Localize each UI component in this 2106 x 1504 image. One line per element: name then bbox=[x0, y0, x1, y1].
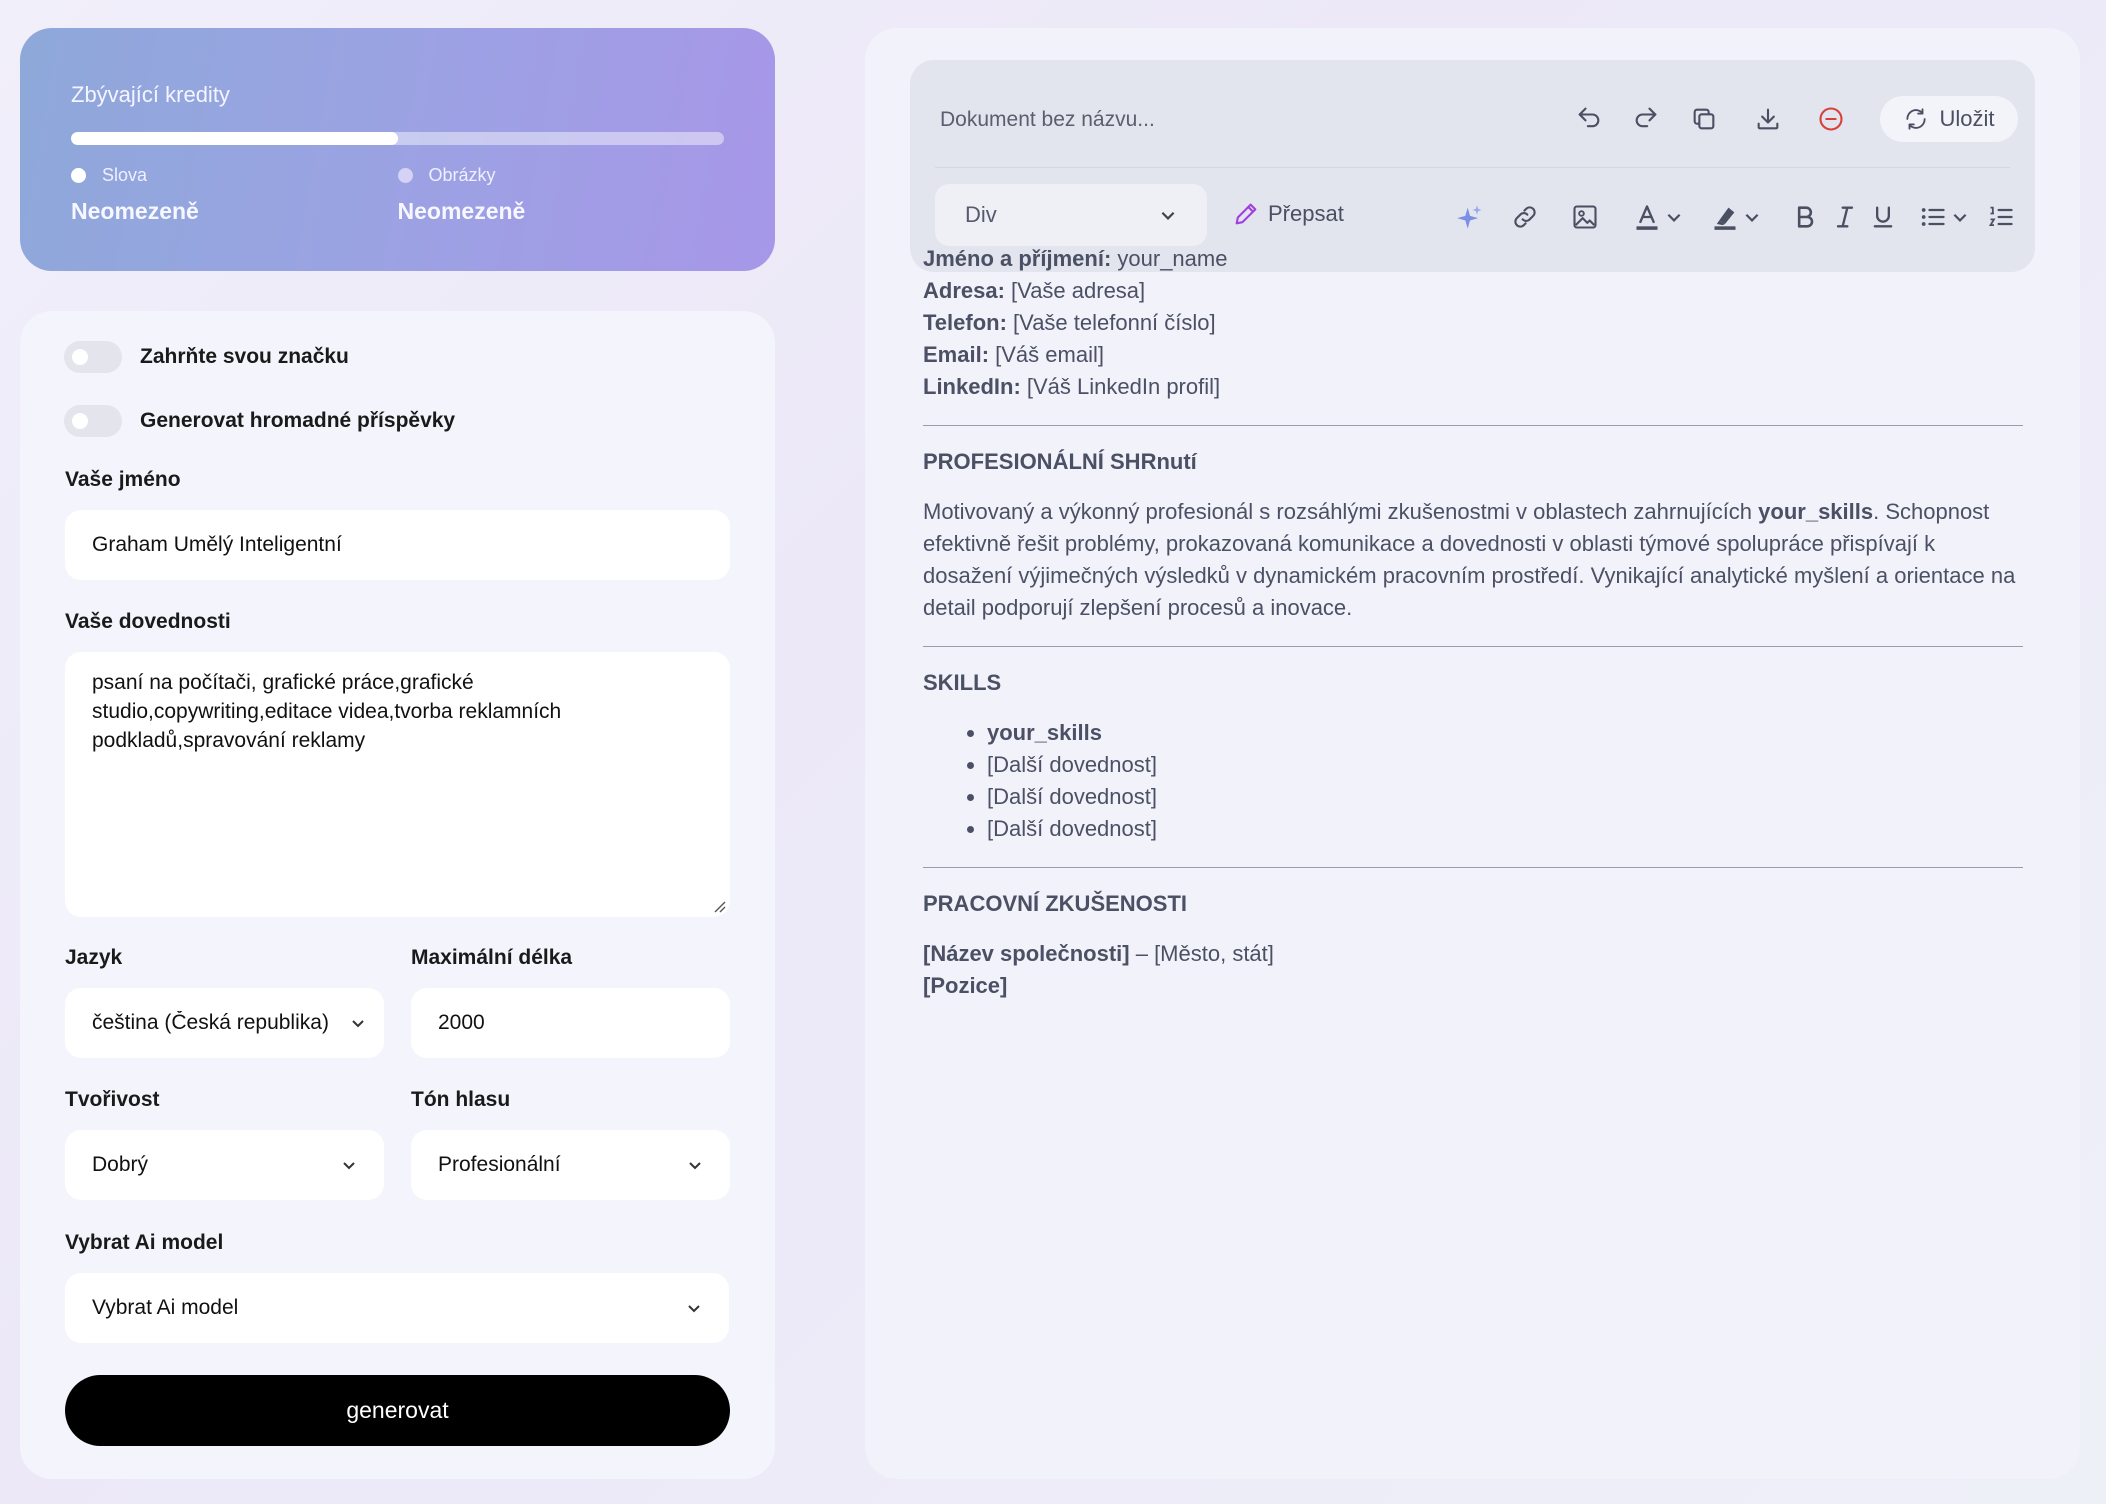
name-input[interactable] bbox=[65, 510, 730, 580]
block-type-value: Div bbox=[965, 202, 997, 227]
pencil-icon bbox=[1232, 200, 1260, 228]
brand-toggle[interactable] bbox=[64, 341, 122, 373]
editor-toolbar bbox=[910, 60, 2035, 272]
chevron-down-icon bbox=[686, 1300, 702, 1316]
credits-progress-fill bbox=[71, 132, 398, 145]
images-dot-icon bbox=[398, 168, 413, 183]
skill-item: • [Další dovednost] bbox=[987, 781, 2023, 813]
credits-title: Zbývající kredity bbox=[71, 82, 230, 107]
skills-textarea[interactable] bbox=[65, 652, 730, 917]
position-line: [Pozice] bbox=[923, 973, 1008, 998]
max-length-input-value: 2000 bbox=[438, 1011, 485, 1034]
language-select[interactable] bbox=[65, 988, 384, 1058]
company-line: [Název společnosti] – [Město, stát] bbox=[923, 941, 1274, 966]
redo-icon[interactable] bbox=[1631, 103, 1661, 133]
block-type-select[interactable] bbox=[935, 184, 1207, 246]
creativity-select-value: Dobrý bbox=[92, 1153, 149, 1176]
bulk-toggle-label: Generovat hromadné příspěvky bbox=[140, 409, 456, 432]
bulk-toggle[interactable] bbox=[64, 405, 122, 437]
model-select-value: Vybrat Ai model bbox=[92, 1296, 239, 1319]
section-divider bbox=[923, 867, 2023, 868]
chevron-down-icon bbox=[1159, 206, 1177, 224]
credits-progress-bar bbox=[71, 132, 724, 145]
name-label: Vaše jméno bbox=[65, 468, 181, 491]
rewrite-button-label: Přepsat bbox=[1268, 201, 1344, 226]
experience-heading: PRACOVNÍ ZKUŠENOSTI bbox=[923, 891, 1188, 916]
save-button[interactable] bbox=[1880, 96, 2018, 142]
bullet-list-icon[interactable] bbox=[1918, 202, 1948, 232]
highlight-icon[interactable] bbox=[1710, 202, 1740, 232]
underline-icon[interactable] bbox=[1868, 202, 1898, 232]
chevron-down-icon bbox=[341, 1157, 357, 1173]
words-dot-icon bbox=[71, 168, 86, 183]
model-select[interactable] bbox=[65, 1273, 729, 1343]
chevron-down-icon[interactable] bbox=[1662, 202, 1686, 232]
brand-toggle-label: Zahrňte svou značku bbox=[140, 345, 349, 368]
sparkle-icon[interactable] bbox=[1455, 202, 1485, 232]
summary-paragraph: Motivovaný a výkonný profesionál s rozsáhlými zkušenostmi v oblastech zahrnujících your_skills. Schopnost efektivně řešit problémy, prokazovaná komunikace a dovednosti v oblasti týmové spolupráce přispívají k dosažení výjimečných výsledků v dynamickém pracovním prostředí. Vynikající analytické myšlení a orientace na detail podporují zlepšení procesů a inovace. bbox=[923, 499, 2016, 620]
document-title-input[interactable]: Dokument bez názvu... bbox=[940, 108, 1155, 131]
image-icon[interactable] bbox=[1570, 202, 1600, 232]
model-label: Vybrat Ai model bbox=[65, 1231, 224, 1254]
resize-grip-icon[interactable] bbox=[712, 899, 726, 913]
delete-icon[interactable] bbox=[1816, 104, 1846, 134]
numbered-list-icon[interactable] bbox=[1986, 202, 2016, 232]
generator-form bbox=[20, 311, 775, 1479]
skills-heading: SKILLS bbox=[923, 670, 1002, 695]
document-content[interactable] bbox=[923, 243, 2023, 1008]
skills-textarea-value: psaní na počítači, grafické práce,grafické studio,copywriting,editace videa,tvorba reklamních podkladů,spravování reklamy bbox=[92, 671, 562, 752]
chevron-down-icon bbox=[350, 1015, 366, 1031]
refresh-icon bbox=[1903, 106, 1929, 132]
bold-icon[interactable] bbox=[1790, 202, 1820, 232]
credits-words-value: Neomezeně bbox=[71, 198, 199, 224]
generate-button[interactable]: generovat bbox=[65, 1375, 730, 1446]
skills-label: Vaše dovednosti bbox=[65, 610, 231, 633]
toolbar-divider bbox=[935, 167, 2010, 168]
creativity-select[interactable] bbox=[65, 1130, 384, 1200]
section-divider bbox=[923, 425, 2023, 426]
credits-card bbox=[20, 28, 775, 271]
tone-label: Tón hlasu bbox=[411, 1088, 511, 1111]
contact-line: Telefon: [Vaše telefonní číslo] bbox=[923, 310, 1216, 335]
rewrite-button[interactable] bbox=[1232, 200, 1344, 228]
text-color-icon[interactable] bbox=[1632, 202, 1662, 232]
name-input-value: Graham Umělý Inteligentní bbox=[92, 533, 342, 556]
language-label: Jazyk bbox=[65, 946, 123, 969]
skill-item: • [Další dovednost] bbox=[987, 813, 2023, 845]
contact-line: Email: [Váš email] bbox=[923, 342, 1104, 367]
credits-images-label: Obrázky bbox=[428, 165, 496, 185]
skill-item: • [Další dovednost] bbox=[987, 749, 2023, 781]
contact-line: Adresa: [Vaše adresa] bbox=[923, 278, 1146, 303]
link-icon[interactable] bbox=[1510, 202, 1540, 232]
section-divider bbox=[923, 646, 2023, 647]
bulk-toggle-row[interactable] bbox=[64, 405, 455, 437]
tone-select[interactable] bbox=[411, 1130, 730, 1200]
credits-images bbox=[398, 165, 725, 225]
tone-select-value: Profesionální bbox=[438, 1153, 561, 1176]
skill-item: • your_skills bbox=[987, 717, 2023, 749]
italic-icon[interactable] bbox=[1830, 202, 1860, 232]
summary-heading: PROFESIONÁLNÍ SHRnutí bbox=[923, 449, 1197, 474]
language-select-value: čeština (Česká republika) bbox=[92, 1011, 329, 1034]
chevron-down-icon[interactable] bbox=[1740, 202, 1764, 232]
download-icon[interactable] bbox=[1753, 104, 1783, 134]
chevron-down-icon[interactable] bbox=[1948, 202, 1972, 232]
contact-line: Jméno a příjmení: your_name bbox=[923, 246, 1228, 271]
save-button-label: Uložit bbox=[1939, 106, 1995, 131]
contact-line: LinkedIn: [Váš LinkedIn profil] bbox=[923, 374, 1221, 399]
undo-icon[interactable] bbox=[1574, 103, 1604, 133]
brand-toggle-row[interactable] bbox=[64, 341, 349, 373]
max-length-label: Maximální délka bbox=[411, 946, 573, 969]
credits-images-value: Neomezeně bbox=[397, 198, 526, 224]
credits-words bbox=[71, 165, 398, 225]
contact-block bbox=[923, 243, 2023, 403]
creativity-label: Tvořivost bbox=[65, 1088, 160, 1111]
skills-list bbox=[923, 717, 2023, 845]
credits-words-label: Slova bbox=[102, 165, 148, 185]
chevron-down-icon bbox=[687, 1157, 703, 1173]
max-length-input[interactable] bbox=[411, 988, 730, 1058]
copy-icon[interactable] bbox=[1689, 104, 1719, 134]
